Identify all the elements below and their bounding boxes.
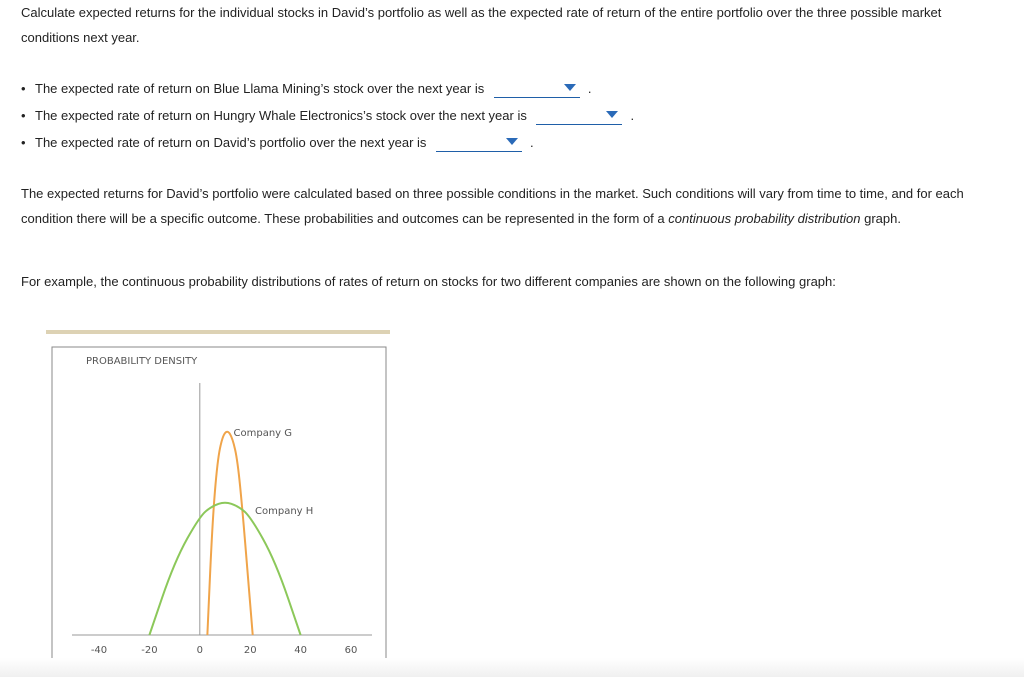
- chevron-down-icon: [506, 138, 518, 145]
- x-tick-label: -40: [90, 645, 108, 656]
- question-blue-llama: [21, 75, 634, 102]
- x-tick-label: -20: [141, 645, 158, 656]
- question-text: The expected rate of return on Hungry Whale Electronics’s stock over the next year is: [35, 108, 527, 123]
- y-axis-label: PROBABILITY DENSITY: [86, 356, 198, 367]
- blue-llama-return-dropdown[interactable]: [494, 81, 580, 98]
- bullet-icon: •: [21, 81, 26, 96]
- x-tick-label: 40: [294, 645, 307, 656]
- period: .: [630, 108, 635, 123]
- distribution-explanation: [21, 181, 981, 231]
- chevron-down-icon: [564, 84, 576, 91]
- portfolio-return-dropdown[interactable]: [436, 135, 522, 152]
- explanation-tail: graph.: [860, 211, 901, 226]
- series-label-company-h: Company H: [255, 505, 314, 517]
- question-hungry-whale: [21, 102, 634, 129]
- intro-text: Calculate expected returns for the individual stocks in David’s portfolio as well as the expected rate of return of the entire portfolio over the three possible market conditions next year.: [21, 5, 942, 45]
- chevron-down-icon: [606, 111, 618, 118]
- series-label-company-g: Company G: [233, 428, 293, 439]
- period: .: [530, 135, 534, 150]
- question-text: The expected rate of return on Blue Llama Mining’s stock over the next year is: [35, 81, 485, 96]
- question-text: The expected rate of return on David’s portfolio over the next year is: [35, 135, 427, 150]
- bullet-icon: •: [21, 135, 26, 150]
- question-list: [21, 75, 634, 156]
- probability-distribution-chart: [0, 340, 400, 677]
- page-bottom-shade: [0, 658, 1024, 677]
- x-tick-label: 20: [243, 645, 257, 656]
- explanation-text: The expected returns for David’s portfolio were calculated based on three possible conditions in the market. Such conditions will vary from time to time, and for each condition there will be a specific outcome. These probabilities and outcomes can be represented in the form of a: [21, 186, 964, 226]
- chart-frame: [52, 347, 386, 677]
- x-tick-label: 0: [196, 645, 203, 656]
- bullet-icon: •: [21, 108, 26, 123]
- hungry-whale-return-dropdown[interactable]: [536, 108, 622, 125]
- x-tick-label: 60: [344, 645, 358, 656]
- period: .: [587, 81, 592, 96]
- example-intro: For example, the continuous probability distributions of rates of return on stocks for two different companies are shown on the following graph:: [21, 274, 836, 289]
- chart-top-bar: [46, 330, 390, 334]
- emphasis-text: continuous probability distribution: [668, 211, 861, 226]
- question-portfolio: [21, 129, 634, 156]
